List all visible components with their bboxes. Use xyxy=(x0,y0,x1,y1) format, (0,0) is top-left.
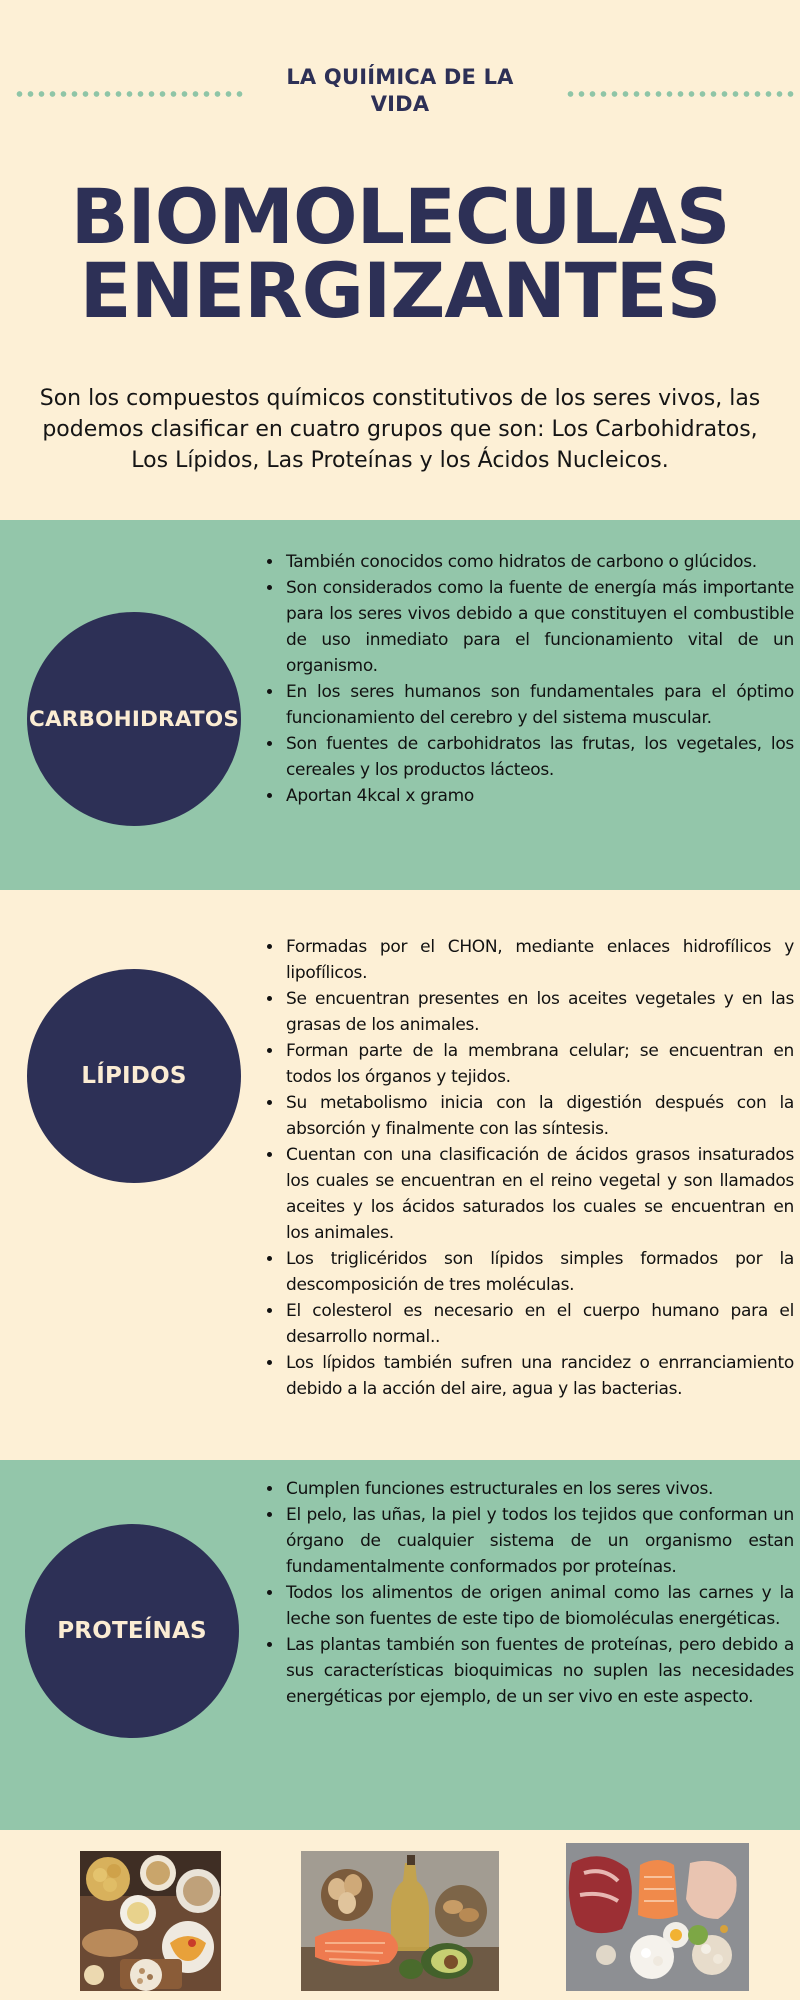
list-item: • Son fuentes de carbohidratos las frutas, los vegetales, los cereales y los productos lácteos. xyxy=(284,731,794,783)
carbohidratos-label: CARBOHIDRATOS xyxy=(28,706,240,732)
list-item: • Su metabolismo inicia con la digestión después con la absorción y finalmente con las síntesis. xyxy=(284,1090,794,1142)
list-item: • Se encuentran presentes en los aceites vegetales y en las grasas de los animales. xyxy=(284,986,794,1038)
list-item: • Aportan 4kcal x gramo xyxy=(284,783,794,809)
proteinas-list xyxy=(264,1476,794,1710)
carbohidratos-list xyxy=(264,549,794,809)
list-item: • Son considerados como la fuente de energía más importante para los seres vivos debido a que constituyen el combustible de uso inmediato para el funcionamiento vital de un organismo. xyxy=(284,575,794,679)
list-item: • Forman parte de la membrana celular; se encuentran en todos los órganos y tejidos. xyxy=(284,1038,794,1090)
lipid-foods-photo xyxy=(301,1851,499,1991)
list-item: • También conocidos como hidratos de carbono o glúcidos. xyxy=(284,549,794,575)
page-title xyxy=(0,172,800,335)
list-item: • El colesterol es necesario en el cuerpo humano para el desarrollo normal.. xyxy=(284,1298,794,1350)
section-proteinas xyxy=(0,1460,800,1830)
protein-foods-photo xyxy=(566,1843,749,1991)
list-item: • El pelo, las uñas, la piel y todos los tejidos que conforman un órgano de cualquier sistema de un organismo estan fundamentalmente conformados por proteínas. xyxy=(284,1502,794,1580)
list-item: • Las plantas también son fuentes de proteínas, pero debido a sus características bioquimicas no suplen las necesidades energéticas por ejemplo, de un ser vivo en este aspecto. xyxy=(284,1632,794,1710)
list-item: • Los lípidos también sufren una rancidez o enrranciamiento debido a la acción del aire, agua y las bacterias. xyxy=(284,1350,794,1402)
list-item: • Cumplen funciones estructurales en los seres vivos. xyxy=(284,1476,794,1502)
lipidos-list xyxy=(264,934,794,1402)
title-line-1: BIOMOLECULAS xyxy=(70,172,730,261)
intro-paragraph: Son los compuestos químicos constitutivos de los seres vivos, las podemos clasificar en cuatro grupos que son: Los Carbohidratos, Los Lípidos, Las Proteínas y los Ácidos Nucleicos. xyxy=(39,386,761,473)
dotted-divider-left xyxy=(14,90,246,98)
section-carbohidratos xyxy=(0,520,800,890)
list-item: • Cuentan con una clasificación de ácidos grasos insaturados los cuales se encuentran en el reino vegetal y son llamados aceites y los ácidos saturados los cuales se encuentran en los animales. xyxy=(284,1142,794,1246)
lipidos-badge xyxy=(27,969,241,1183)
list-item: • Los triglicéridos son lípidos simples formados por la descomposición de tres moléculas. xyxy=(284,1246,794,1298)
carbohydrate-foods-photo xyxy=(80,1851,221,1991)
carbohidratos-badge xyxy=(27,612,241,826)
list-item: • Formadas por el CHON, mediante enlaces hidrofílicos y lipofílicos. xyxy=(284,934,794,986)
header xyxy=(0,0,800,520)
lipidos-label: LÍPIDOS xyxy=(81,1063,187,1089)
list-item: • Todos los alimentos de origen animal como las carnes y la leche son fuentes de este tipo de biomoléculas energéticas. xyxy=(284,1580,794,1632)
kicker-text: LA QUIÍMICA DE LA VIDA xyxy=(286,65,514,116)
list-item: • En los seres humanos son fundamentales para el óptimo funcionamiento del cerebro y del sistema muscular. xyxy=(284,679,794,731)
proteinas-label: PROTEÍNAS xyxy=(57,1618,207,1644)
proteinas-badge xyxy=(25,1524,239,1738)
section-lipidos xyxy=(0,890,800,1460)
dotted-divider-right xyxy=(565,90,797,98)
title-line-2: ENERGIZANTES xyxy=(79,246,721,335)
